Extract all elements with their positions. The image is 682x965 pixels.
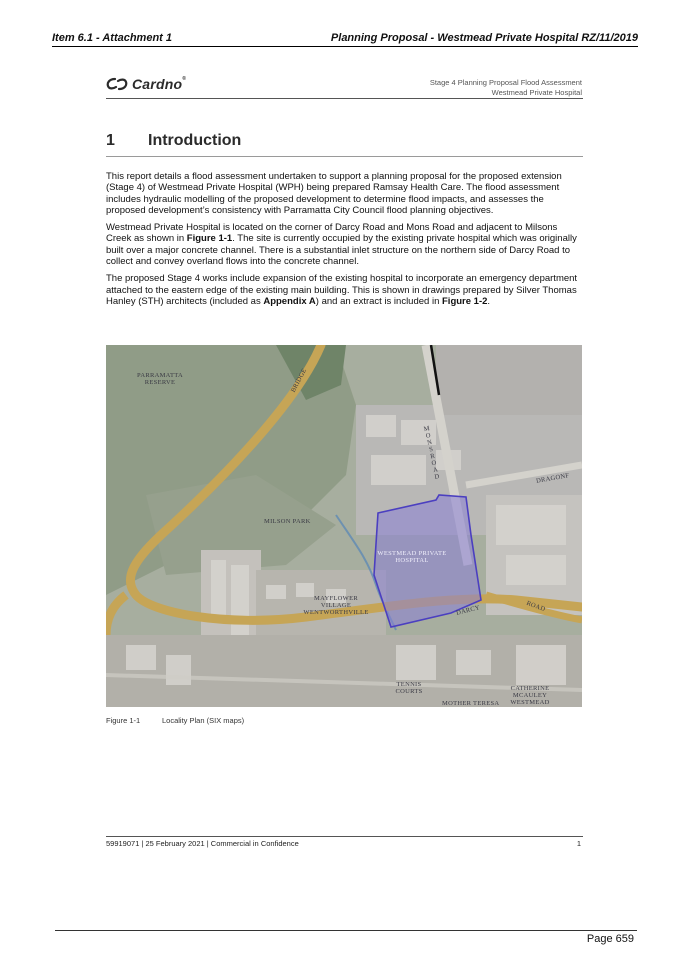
map-label-bridge: BRIDGE [289, 367, 309, 394]
map-label-tennis: TENNIS COURTS [395, 681, 423, 695]
locality-map [106, 345, 582, 707]
header-divider [106, 98, 583, 99]
body-text [106, 171, 583, 313]
proposal-title: Planning Proposal - Westmead Private Hospital RZ/11/2019 [330, 32, 638, 44]
paragraph-1: This report details a flood assessment undertaken to support a planning proposal for the proposed extension (Stage 4) of Westmead Private Hospital (WPH) being prepared Ramsay Health Care. The flood assessment includes hydraulic modelling of the proposed development to determine flood impacts, and assesses the proposed development’s consistency with Parramatta City Council flood planning objectives. [106, 171, 562, 216]
map-label-milson-park: MILSON PARK [264, 518, 311, 525]
footer-reference: 59919071 | 25 February 2021 | Commercial in Confidence [106, 839, 299, 848]
map-label-mother-teresa: MOTHER TERESA [442, 700, 500, 707]
map-label-hospital: WESTMEAD PRIVATE HOSPITAL [377, 550, 447, 564]
figure-title: Locality Plan (SIX maps) [162, 716, 245, 725]
footer-divider [106, 836, 583, 837]
cardno-logo [106, 75, 186, 93]
logo-wordmark: Cardno® [132, 76, 187, 92]
map-label-dragon: DRAGONF [535, 472, 570, 485]
figure-ref-1-2: Figure 1-2 [442, 295, 488, 307]
map-image [106, 345, 582, 707]
document-page-number: 1 [576, 839, 581, 848]
attachment-label: Item 6.1 - Attachment 1 [52, 32, 173, 44]
paragraph-2: Westmead Private Hospital is located on the corner of Darcy Road and Mons Road and adjacent to Milsons Creek as shown in Figure 1-1. The site is currently occupied by the existing private hospital which was originally built over a major concrete channel. There is a substantial inlet structure on the northern side of Darcy Road to collect and convey overland flows into the concrete channel. [106, 222, 577, 268]
figure-ref-1-1: Figure 1-1 [186, 233, 233, 245]
figure-caption [106, 716, 244, 725]
page-footer-divider [55, 930, 637, 931]
map-label-reserve: PARRAMATTA RESERVE [137, 372, 183, 386]
appendix-ref: Appendix A [263, 295, 316, 307]
document-subtitle [430, 78, 582, 98]
registered-mark: ® [182, 76, 187, 82]
subtitle-line-2: Westmead Private Hospital [491, 88, 582, 97]
cardno-logo-icon [106, 77, 128, 91]
section-title: Introduction [148, 132, 242, 149]
figure-number: Figure 1-1 [106, 716, 141, 725]
paragraph-3: The proposed Stage 4 works include expansion of the existing hospital to incorporate an emergency department attached to the eastern edge of the existing main building. This is shown in drawings prepared by Silver Thomas Hanley (STH) architects (included as Appendix A) and an extract is included in Figure 1-2. [106, 273, 578, 307]
map-label-mayflower: MAYFLOWER VILLAGE WENTWORTHVILLE [303, 595, 369, 616]
map-label-catherine: CATHERINE MCAULEY WESTMEAD [510, 685, 550, 706]
map-label-road: ROAD [525, 599, 547, 614]
section-heading [106, 132, 583, 157]
agenda-page-number: Page 659 [586, 933, 634, 945]
agenda-header [52, 32, 638, 47]
document-footer [106, 839, 583, 848]
map-label-darcy: DARCY [455, 604, 481, 617]
map-label-mons-road: MONS ROAD [423, 424, 441, 481]
subtitle-line-1: Stage 4 Planning Proposal Flood Assessment [429, 78, 582, 87]
section-number: 1 [106, 132, 115, 149]
